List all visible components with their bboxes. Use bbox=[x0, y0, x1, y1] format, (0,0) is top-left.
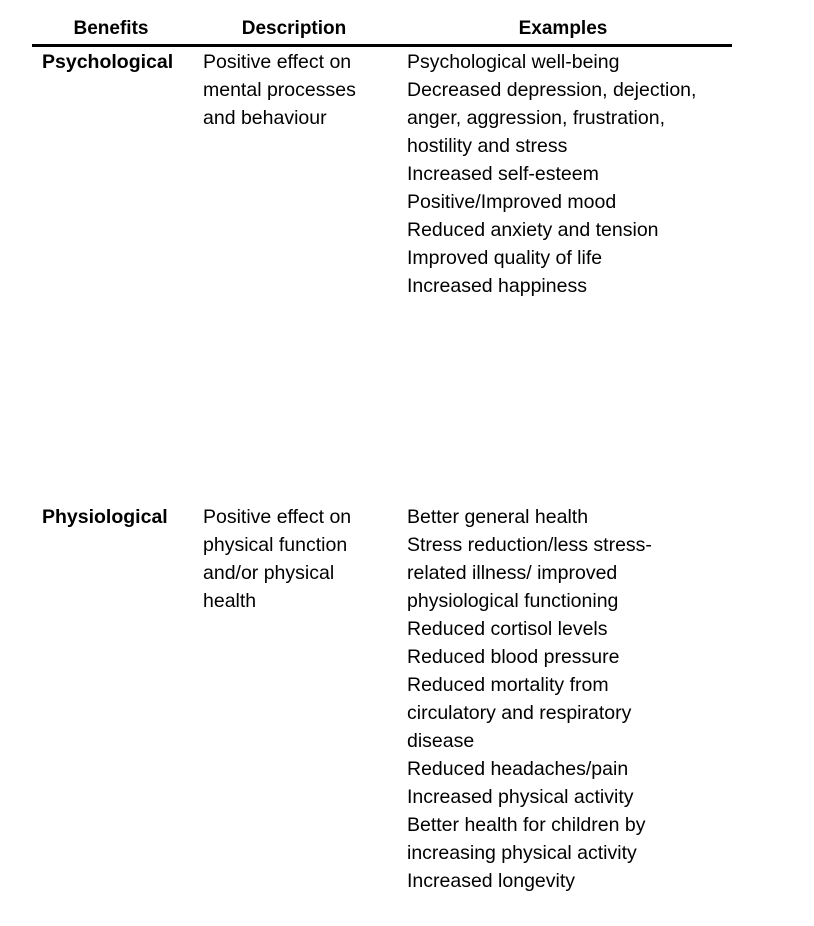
example-item: circulatory and respiratory bbox=[407, 702, 632, 724]
example-item: Better health for children by bbox=[407, 814, 646, 836]
examples-cell bbox=[407, 503, 652, 895]
benefit-cell: Physiological bbox=[42, 506, 168, 528]
header-benefits: Benefits bbox=[73, 18, 149, 39]
example-item: Increased self-esteem bbox=[407, 163, 599, 185]
examples-list bbox=[407, 48, 696, 300]
description-line: physical function bbox=[203, 534, 348, 556]
examples-cell bbox=[407, 48, 696, 300]
header-rule bbox=[32, 44, 732, 47]
example-item: Increased happiness bbox=[407, 275, 587, 297]
description-line: and behaviour bbox=[203, 107, 327, 129]
example-item: Better general health bbox=[407, 506, 589, 528]
example-item: disease bbox=[407, 730, 475, 752]
header-examples: Examples bbox=[518, 18, 608, 39]
benefit-cell: Psychological bbox=[42, 51, 174, 73]
description-line: health bbox=[203, 590, 257, 612]
description-cell bbox=[203, 503, 351, 615]
description-line: and/or physical bbox=[203, 562, 335, 584]
example-item: Improved quality of life bbox=[407, 247, 603, 269]
example-item: Increased longevity bbox=[407, 870, 576, 892]
example-item: Psychological well-being bbox=[407, 51, 620, 73]
example-item: Positive/Improved mood bbox=[407, 191, 617, 213]
example-item: related illness/ improved bbox=[407, 562, 618, 584]
example-item: physiological functioning bbox=[407, 590, 619, 612]
example-item: increasing physical activity bbox=[407, 842, 637, 864]
example-item: Reduced headaches/pain bbox=[407, 758, 629, 780]
description-line: Positive effect on bbox=[203, 506, 352, 528]
example-item: Reduced mortality from bbox=[407, 674, 609, 696]
description-cell bbox=[203, 48, 356, 132]
example-item: Reduced cortisol levels bbox=[407, 618, 608, 640]
example-item: Increased physical activity bbox=[407, 786, 634, 808]
example-item: Reduced blood pressure bbox=[407, 646, 620, 668]
description-line: Positive effect on bbox=[203, 51, 352, 73]
example-item: Decreased depression, dejection, bbox=[407, 79, 697, 101]
header-description: Description bbox=[241, 18, 347, 39]
description-line: mental processes bbox=[203, 79, 356, 101]
examples-list bbox=[407, 503, 652, 895]
example-item: hostility and stress bbox=[407, 135, 568, 157]
example-item: Reduced anxiety and tension bbox=[407, 219, 659, 241]
example-item: anger, aggression, frustration, bbox=[407, 107, 665, 129]
example-item: Stress reduction/less stress- bbox=[407, 534, 652, 556]
